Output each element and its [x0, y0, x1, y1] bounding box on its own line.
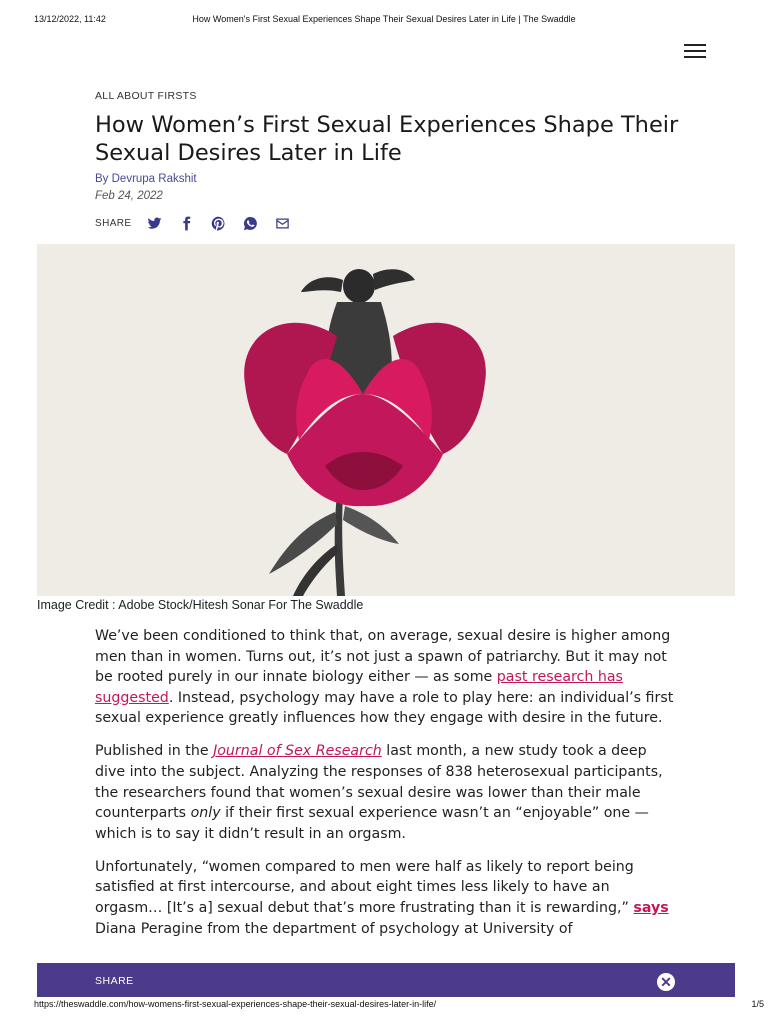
- article-paragraph: [95, 741, 675, 844]
- print-footer: [0, 999, 768, 1013]
- print-header: [0, 14, 768, 28]
- close-icon[interactable]: ✕: [657, 973, 675, 991]
- paragraph-text: We’ve been conditioned to think that, on average, sexual desire is higher among men than in women. Turns out, it’s not just a spawn of patriarchy. But it may not be rooted purely in our innate biology either — as some: [95, 628, 671, 686]
- article-headline: How Women’s First Sexual Experiences Shape Their Sexual Desires Later in Life: [95, 112, 679, 166]
- hero-image: [37, 244, 735, 596]
- emphasis-text: only: [190, 805, 221, 822]
- twitter-icon[interactable]: [145, 214, 163, 232]
- pinterest-icon[interactable]: [209, 214, 227, 232]
- past-research-link[interactable]: past research has suggested: [95, 669, 623, 706]
- paragraph-text: . Instead, psychology may have a role to play here: an individual’s first sexual experience greatly influences how they engage with desire in the future.: [95, 689, 674, 727]
- facebook-icon[interactable]: [177, 214, 195, 232]
- article-paragraph: [95, 626, 675, 729]
- image-credit: Image Credit : Adobe Stock/Hitesh Sonar For The Swaddle: [37, 598, 364, 612]
- paragraph-text: last month, a new study took a deep dive into the subject. Analyzing the responses of 838 heterosexual participants, the researchers found that women’s sexual desire was lower than their male counterparts: [95, 743, 663, 822]
- says-link[interactable]: says: [633, 899, 669, 916]
- sticky-share-bar[interactable]: [37, 963, 735, 997]
- journal-link[interactable]: Journal of Sex Research: [213, 743, 382, 760]
- article-date: Feb 24, 2022: [95, 190, 163, 202]
- paragraph-text: Diana Peragine from the department of psychology at University of: [95, 920, 573, 937]
- article-body: [95, 626, 675, 951]
- article-paragraph: [95, 857, 675, 939]
- article-category[interactable]: ALL ABOUT FIRSTS: [95, 90, 197, 102]
- rose-illustration: [37, 244, 735, 596]
- paragraph-text: Unfortunately, “women compared to men were half as likely to report being satisfied at first intercourse, and about eight times less likely to have an orgasm… [It’s a] sexual debut that’s more frustrating than it is rewarding,”: [95, 858, 634, 916]
- share-label: SHARE: [95, 217, 132, 229]
- print-page-number: 1/5: [751, 999, 764, 1009]
- print-url: https://theswaddle.com/how-womens-first-sexual-experiences-shape-their-sexual-desires-later-in-life/: [34, 999, 437, 1009]
- email-icon[interactable]: [273, 214, 291, 232]
- hamburger-menu-icon[interactable]: [684, 44, 706, 62]
- paragraph-text: if their first sexual experience wasn’t an “enjoyable” one — which is to say it didn’t result in an orgasm.: [95, 805, 649, 842]
- print-datetime: 13/12/2022, 11:42: [34, 14, 106, 24]
- whatsapp-icon[interactable]: [241, 214, 259, 232]
- share-row: [95, 214, 305, 232]
- share-bar-label[interactable]: SHARE: [95, 975, 134, 987]
- paragraph-text: Published in the: [95, 743, 214, 760]
- article-byline[interactable]: By Devrupa Rakshit: [95, 173, 197, 185]
- print-page-title: How Women's First Sexual Experiences Shape Their Sexual Desires Later in Life | The Swaddle: [192, 14, 576, 24]
